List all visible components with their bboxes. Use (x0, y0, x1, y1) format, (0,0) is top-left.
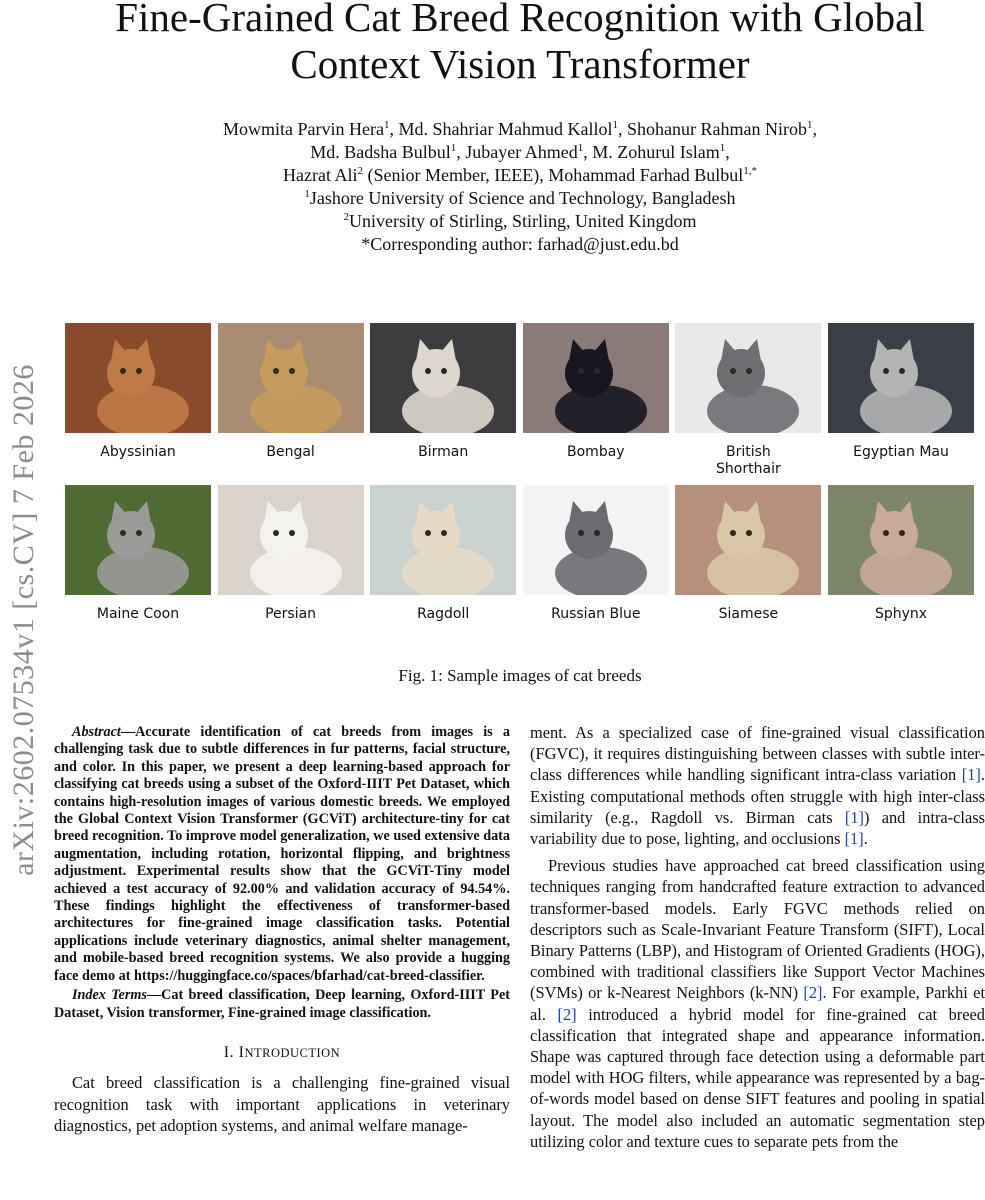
figure-caption: Fig. 1: Sample images of cat breeds (398, 666, 642, 685)
breed-label: Abyssinian (100, 444, 176, 460)
breed-label: Bombay (567, 444, 625, 460)
intro-paragraph: Cat breed classification is a challenging fine-grained visual recognition task with important applications in veterinary diagnostics, pet adoption systems, and animal welfare manage- (54, 1073, 510, 1135)
paper-title (40, 0, 985, 88)
affiliation-2: $^2$University of Stirling, Stirling, United Kingdom (343, 211, 697, 231)
breed-tile (828, 485, 974, 623)
breed-photo (65, 323, 211, 433)
breed-photo (828, 485, 974, 595)
title-line-1: Fine-Grained Cat Breed Recognition with Global (115, 0, 925, 40)
right-column (530, 722, 985, 1158)
right-paragraph-2: Previous studies have approached cat breed classification using techniques ranging from handcrafted feature extraction to advanced transformer-based models. Early FGVC methods relied on descriptors such as Scale-Invariant Feature Transform (SIFT), Local Binary Patterns (LBP), and Histogram of Oriented Gradients (HOG), combined with traditional classifiers like Support Vector Machines (SVMs) or k-Nearest Neighbors (k-NN) [2]. For example, Parkhi et al. [2] introduced a hybrid model for fine-grained cat breed classification that integrated shape and appearance information. Shape was captured through face detection using a deformable part model with HOG filters, while appearance was represented by a bag-of-words model based on dense SIFT features and pooling in spatial layout. The model also included an automatic segmentation step utilizing color and texture cues to separate pets from the (530, 856, 985, 1151)
title-line-2: Context Vision Transformer (290, 41, 750, 87)
breed-tile (218, 323, 364, 461)
author-block (40, 118, 985, 256)
breed-tile (828, 323, 974, 461)
arxiv-id-text: arXiv:2602.07534v1 [cs.CV] 7 Feb 2026 (7, 364, 40, 876)
breed-label: British Shorthair (716, 444, 781, 477)
breed-photo (523, 323, 669, 433)
author-line-1: Mowmita Parvin Hera$^1$, Md. Shahriar Mahmud Kallol$^1$, Shohanur Rahman Nirob$^1$, (223, 119, 817, 139)
breed-tile (523, 323, 669, 461)
section-heading-introduction: I. INTRODUCTION (223, 1043, 341, 1061)
index-terms-label: Index Terms (72, 987, 147, 1004)
breed-label: Bengal (266, 444, 315, 460)
breed-label: Birman (418, 444, 469, 460)
index-terms-text: —Cat breed classification, Deep learning, Oxford-IIIT Pet Dataset, Vision transformer, Fine-grained image classification. (54, 987, 510, 1021)
breed-label: Siamese (718, 606, 779, 622)
breed-label: Persian (265, 606, 317, 622)
abstract (54, 724, 510, 985)
author-line-3: Hazrat Ali$^2$ (Senior Member, IEEE), Mohammad Farhad Bulbul$^{1,*}$ (283, 165, 757, 185)
breed-photo (218, 323, 364, 433)
affiliation-1: $^1$Jashore University of Science and Technology, Bangladesh (304, 188, 736, 208)
breed-tile (370, 323, 516, 461)
abstract-label: Abstract (72, 724, 121, 740)
breed-photo (675, 485, 821, 595)
arxiv-identifier (4, 310, 44, 930)
citation-link[interactable]: [1] (961, 765, 981, 785)
breed-label: Ragdoll (417, 606, 470, 622)
breed-photo (675, 323, 821, 433)
breed-label: Sphynx (874, 606, 928, 622)
citation-link[interactable]: [1] (844, 807, 864, 827)
cat-breed-figure (65, 323, 975, 623)
breed-tile (523, 485, 669, 623)
citation-link[interactable]: [2] (557, 1004, 577, 1024)
left-column (54, 724, 510, 1136)
right-paragraph-1: ment. As a specialized case of fine-grained visual classification (FGVC), it requires distinguishing between classes with subtle inter-class differences while handling significant intra-class variation [1]. Existing computational methods often struggle with high inter-class similarity (e.g., Ragdoll vs. Birman cats [1]) and intra-class variability due to pose, lighting, and occlusions [1]. (530, 723, 985, 849)
citation-link[interactable]: [2] (803, 983, 823, 1003)
breed-photo (218, 485, 364, 595)
corresponding-author: *Corresponding author: farhad@just.edu.bd (361, 234, 679, 254)
breed-photo (370, 485, 516, 595)
breed-photo (65, 485, 211, 595)
index-terms (54, 987, 510, 1022)
breed-tile (675, 323, 821, 478)
breed-tile (65, 323, 211, 461)
breed-label: Egyptian Mau (853, 444, 949, 460)
breed-photo (828, 323, 974, 433)
breed-label: Russian Blue (551, 606, 641, 622)
breed-photo (523, 485, 669, 595)
breed-photo (370, 323, 516, 433)
author-line-2: Md. Badsha Bulbul$^1$, Jubayer Ahmed$^1$, M. Zohurul Islam$^1$, (310, 142, 730, 162)
breed-tile (65, 485, 211, 623)
breed-tile (218, 485, 364, 623)
citation-link[interactable]: [1] (844, 829, 864, 849)
breed-label: Maine Coon (96, 606, 180, 622)
breed-tile (675, 485, 821, 623)
breed-tile (370, 485, 516, 623)
abstract-text: —Accurate identification of cat breeds from images is a challenging task due to subtle differences in fur patterns, facial structure, and color. In this paper, we present a deep learning-based approach for classifying cat breeds using a subset of the Oxford-IIIT Pet Dataset, which contains high-resolution images of various domestic breeds. We employed the Global Context Vision Transformer (GCViT) architecture-tiny for cat breed recognition. To improve model generalization, we used extensive data augmentation, including rotation, horizontal flipping, and brightness adjustment. Experimental results show that the GCViT-Tiny model achieved a test accuracy of 92.00% and validation accuracy of 94.54%. These findings highlight the effectiveness of transformer-based architectures for fine-grained image classification tasks. Potential applications include veterinary diagnostics, animal shelter management, and mobile-based breed recognition systems. We also provide a hugging face demo at https://huggingface.co/spaces/bfarhad/cat-breed-classifier. (54, 724, 510, 984)
